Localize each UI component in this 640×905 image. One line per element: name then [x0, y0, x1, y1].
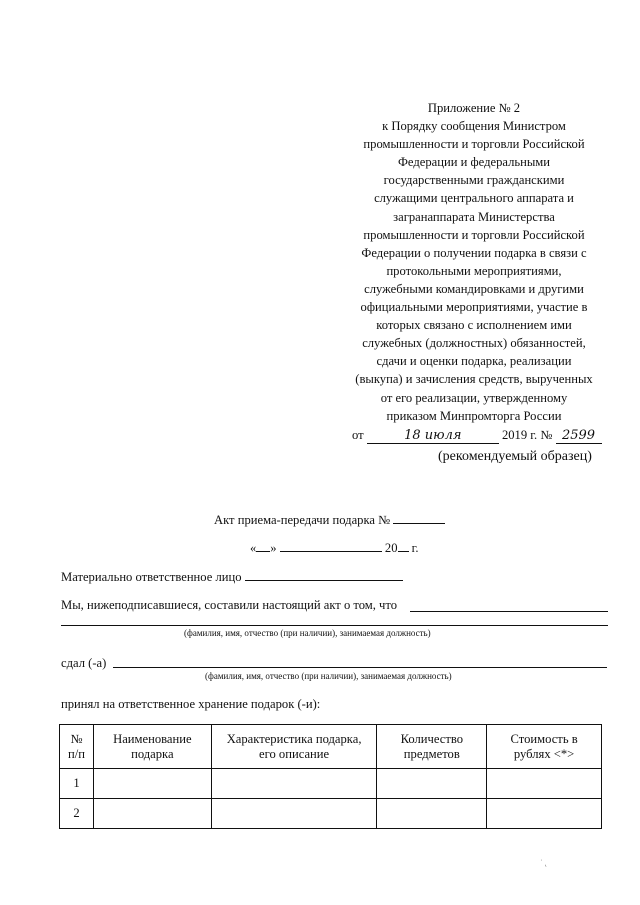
intro-blank-line[interactable] [410, 611, 608, 612]
handed-caption: (фамилия, имя, отчество (при наличии), занимаемая должность) [205, 671, 452, 681]
gift-table [59, 724, 602, 829]
cost-cell[interactable] [487, 799, 602, 829]
header-gift-name: Наименование подарка [93, 725, 211, 769]
act-date [250, 539, 419, 556]
appendix-line: к Порядку сообщения Министром [382, 119, 566, 134]
table-header-row [60, 725, 602, 769]
intro-second-line[interactable] [61, 625, 608, 626]
handwritten-date: 18 июля [367, 429, 499, 444]
handwritten-number: 2599 [556, 429, 602, 444]
quantity-cell[interactable] [377, 769, 487, 799]
appendix-line: официальными мероприятиями, участие в [360, 300, 588, 315]
appendix-line: от его реализации, утвержденному [380, 390, 568, 405]
year-suffix: г. [411, 541, 419, 555]
row-number: 2 [60, 799, 94, 829]
appendix-line: Федерации о получении подарка в связи с [361, 245, 587, 260]
gift-description-cell[interactable] [211, 799, 377, 829]
appendix-line: служебных (должностных) обязанностей, [362, 336, 586, 351]
intro-row [61, 598, 397, 613]
act-title-text: Акт приема-передачи подарка № [214, 513, 391, 527]
order-date-line [334, 426, 614, 444]
scan-speck: ˙ ˛ [540, 858, 548, 867]
handed-row [61, 656, 106, 671]
gift-name-cell[interactable] [93, 769, 211, 799]
quote-close: » [270, 541, 277, 555]
table-row [60, 799, 602, 829]
cost-cell[interactable] [487, 769, 602, 799]
responsible-person-row [61, 568, 403, 585]
year-number-text: 2019 г. № [501, 427, 553, 442]
appendix-line: промышленности и торговли Российской [363, 137, 585, 152]
responsible-label: Материально ответственное лицо [61, 570, 242, 584]
table-row [60, 769, 602, 799]
header-gift-description: Характеристика подарка, его описание [211, 725, 377, 769]
header-cost: Стоимость в рублях <*> [487, 725, 602, 769]
header-number: № п/п [60, 725, 94, 769]
act-number-field[interactable] [393, 511, 445, 524]
row-number: 1 [60, 769, 94, 799]
date-prefix: от [352, 427, 364, 442]
year-prefix: 20 [384, 541, 398, 555]
responsible-person-field[interactable] [245, 568, 403, 581]
accepted-row [61, 697, 320, 712]
appendix-line: протокольными мероприятиями, [386, 263, 562, 278]
month-field[interactable] [280, 539, 382, 552]
handed-person-field[interactable] [113, 667, 607, 668]
appendix-block [334, 99, 614, 444]
appendix-line: служебными командировками и другими [364, 281, 584, 296]
appendix-line: служащими центрального аппарата и [374, 191, 574, 206]
appendix-line: (выкупа) и зачисления средств, вырученных [355, 372, 593, 387]
day-field[interactable] [256, 539, 270, 552]
appendix-line: Федерации и федеральными [397, 155, 551, 170]
appendix-line: сдачи и оценки подарка, реализации [376, 354, 572, 369]
accepted-text: принял на ответственное хранение подарок (-и): [61, 697, 321, 711]
quantity-cell[interactable] [377, 799, 487, 829]
gift-name-cell[interactable] [93, 799, 211, 829]
handed-label: сдал (-а) [61, 656, 107, 670]
intro-text: Мы, нижеподписавшиеся, составили настоящий акт о том, что [61, 598, 398, 612]
recommended-sample-label: (рекомендуемый образец) [438, 449, 592, 464]
appendix-line: загранаппарата Министерства [393, 209, 555, 224]
act-title [214, 511, 445, 528]
appendix-line: государственными гражданскими [383, 173, 565, 188]
quote-open: « [250, 541, 257, 555]
gift-description-cell[interactable] [211, 769, 377, 799]
appendix-line: промышленности и торговли Российской [363, 227, 585, 242]
header-quantity: Количество предметов [377, 725, 487, 769]
appendix-line: Приложение № 2 [427, 101, 521, 115]
intro-caption: (фамилия, имя, отчество (при наличии), занимаемая должность) [184, 628, 431, 638]
appendix-line: которых связано с исполнением ими [376, 318, 572, 333]
appendix-line: приказом Минпромторга России [386, 408, 562, 423]
year-field[interactable] [398, 539, 409, 552]
